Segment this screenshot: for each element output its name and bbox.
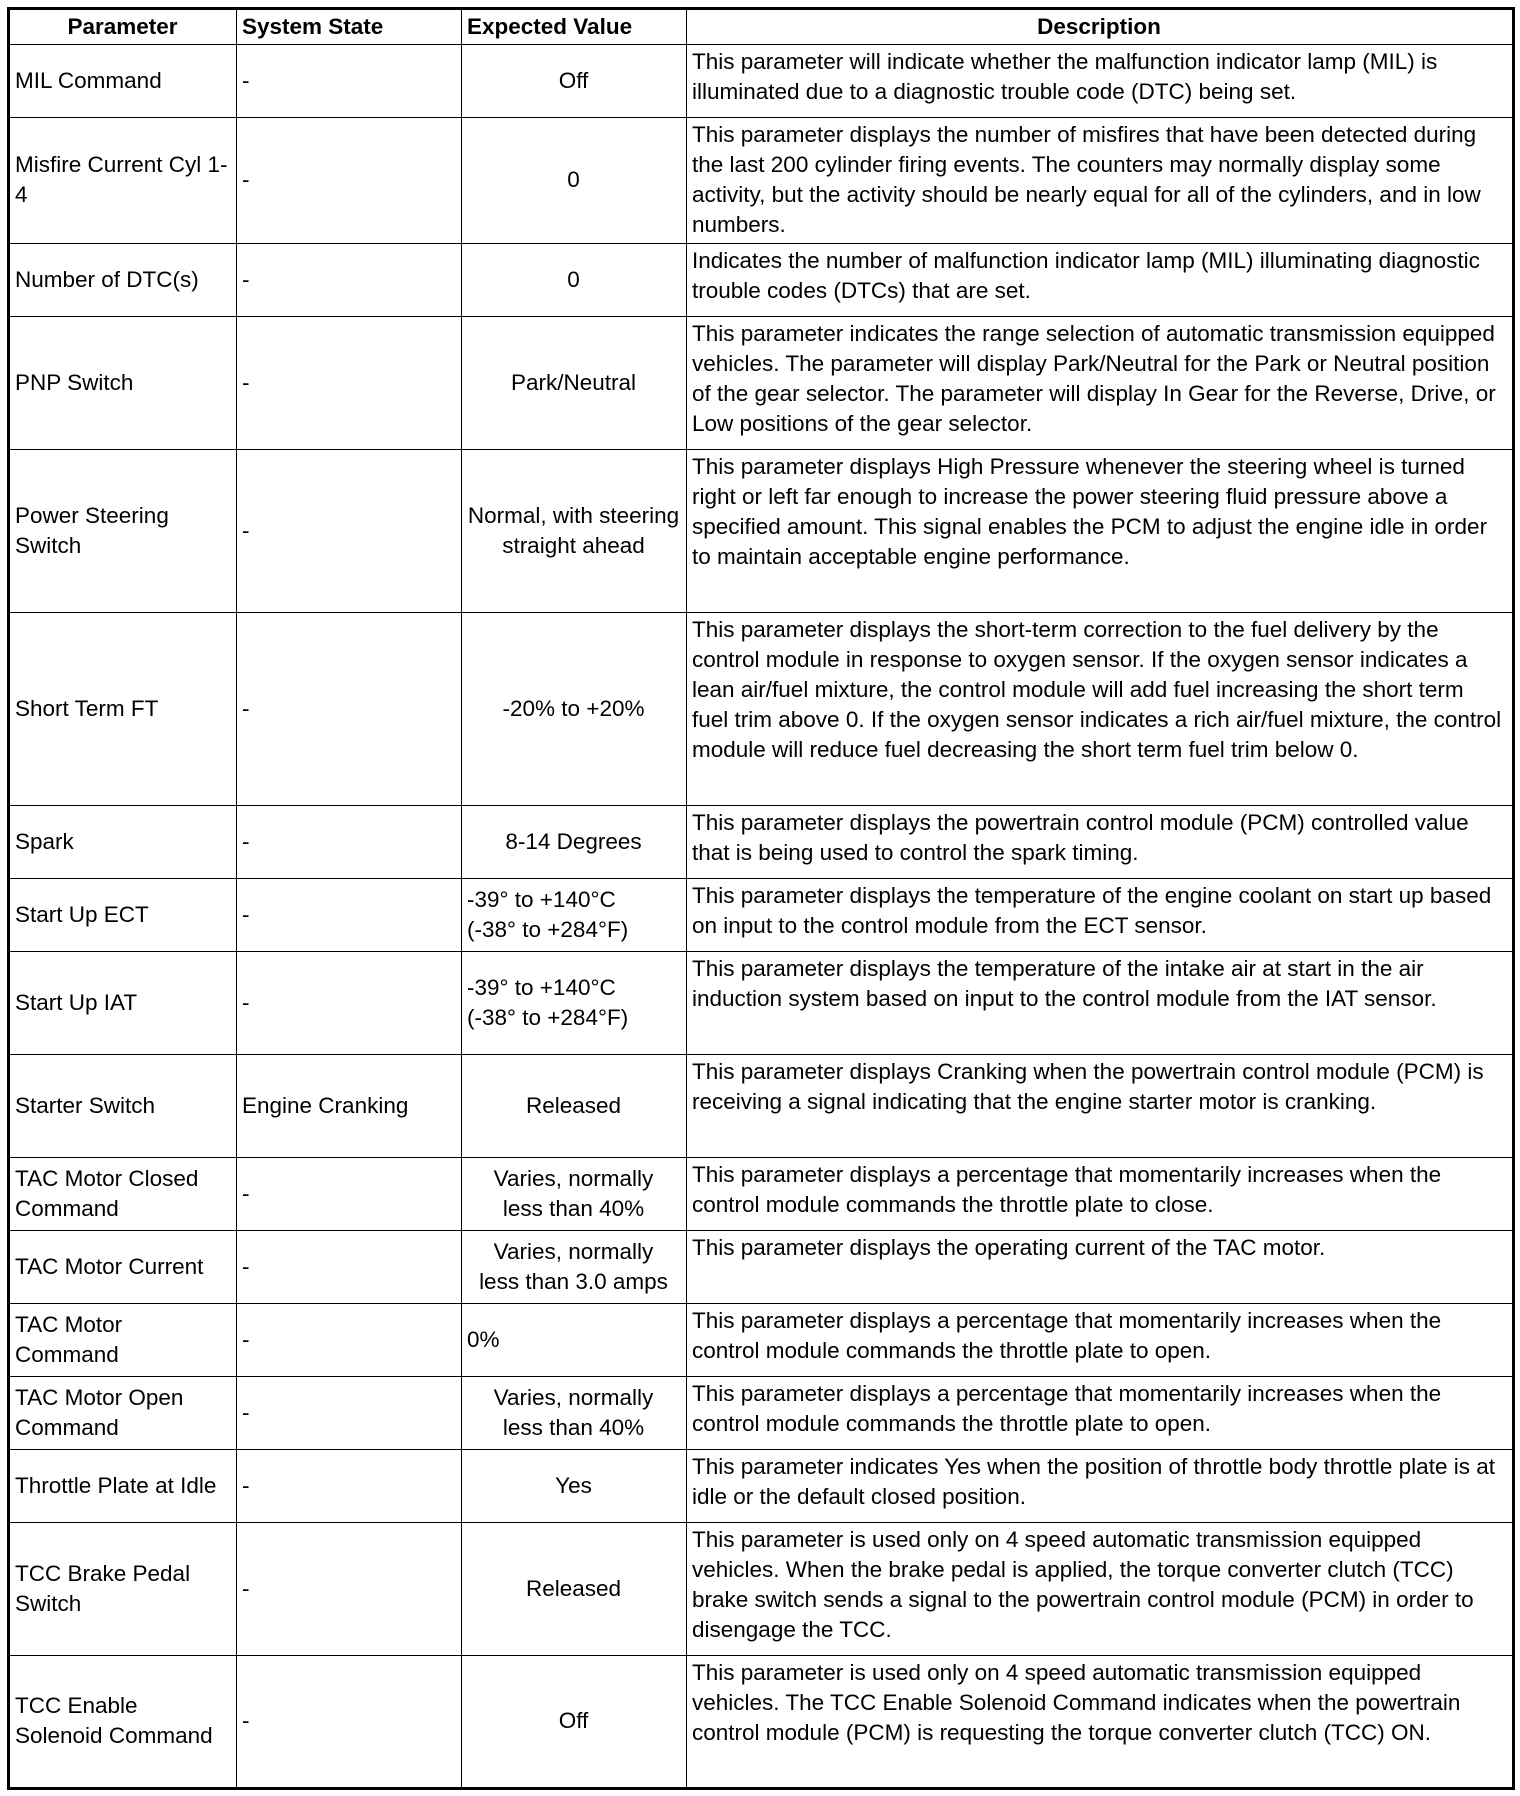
cell-parameter: Short Term FT [9,613,237,806]
cell-parameter: TAC Motor Command [9,1304,237,1377]
cell-description: This parameter is used only on 4 speed automatic transmission equipped vehicles. The TCC Enable Solenoid Command indicates when the powertrain control module (PCM) is requesting the torque converter clutch (TCC) ON. [687,1656,1514,1789]
table-row [9,1304,1514,1377]
table-row [9,317,1514,450]
cell-parameter: TAC Motor Closed Command [9,1158,237,1231]
cell-expected-value: 8-14 Degrees [462,806,687,879]
cell-description: This parameter indicates the range selection of automatic transmission equipped vehicles. The parameter will display Park/Neutral for the Park or Neutral position of the gear selector. The parameter will display In Gear for the Reverse, Drive, or Low positions of the gear selector. [687,317,1514,450]
cell-description: This parameter displays Cranking when the powertrain control module (PCM) is receiving a signal indicating that the engine starter motor is cranking. [687,1055,1514,1158]
cell-description: This parameter will indicate whether the malfunction indicator lamp (MIL) is illuminated due to a diagnostic trouble code (DTC) being set. [687,45,1514,118]
cell-expected-value [462,879,687,952]
expected-value-line: less than 40% [502,1414,645,1440]
cell-description: This parameter displays a percentage that momentarily increases when the control module commands the throttle plate to open. [687,1377,1514,1450]
table-row [9,613,1514,806]
cell-description: This parameter displays the temperature of the intake air at start in the air induction system based on input to the control module from the IAT sensor. [687,952,1514,1055]
cell-system-state: - [237,1158,462,1231]
parameter-table [7,7,1515,1790]
cell-parameter: Power Steering Switch [9,450,237,613]
cell-system-state: - [237,317,462,450]
cell-description: This parameter displays a percentage that momentarily increases when the control module commands the throttle plate to close. [687,1158,1514,1231]
table-row [9,450,1514,613]
table-row [9,1231,1514,1304]
expected-value-line: -39° to +140°C [467,974,616,1000]
cell-expected-value: Yes [462,1450,687,1523]
table-row [9,1523,1514,1656]
cell-system-state: - [237,118,462,244]
cell-description: Indicates the number of malfunction indicator lamp (MIL) illuminating diagnostic trouble codes (DTCs) that are set. [687,244,1514,317]
cell-parameter: Misfire Current Cyl 1-4 [9,118,237,244]
cell-description: This parameter displays the number of misfires that have been detected during the last 200 cylinder firing events. The counters may normally display some activity, but the activity should be nearly equal for all of the cylinders, and in low numbers. [687,118,1514,244]
cell-system-state: - [237,1523,462,1656]
expected-value-line: Varies, normally [493,1238,654,1264]
cell-system-state: - [237,450,462,613]
expected-value-line: Varies, normally [493,1165,654,1191]
cell-system-state: - [237,45,462,118]
cell-parameter: Start Up IAT [9,952,237,1055]
cell-description: This parameter displays the temperature of the engine coolant on start up based on input to the control module from the ECT sensor. [687,879,1514,952]
table-row [9,952,1514,1055]
cell-system-state: - [237,1450,462,1523]
cell-system-state: - [237,1304,462,1377]
cell-expected-value [462,952,687,1055]
table-row [9,879,1514,952]
cell-expected-value: Park/Neutral [462,317,687,450]
table-row [9,45,1514,118]
expected-value-line: -39° to +140°C [467,886,616,912]
cell-system-state: - [237,1231,462,1304]
cell-parameter: Starter Switch [9,1055,237,1158]
cell-expected-value: -20% to +20% [462,613,687,806]
table-row [9,118,1514,244]
cell-expected-value: Off [462,1656,687,1789]
table-row [9,1055,1514,1158]
expected-value-line: Varies, normally [493,1384,654,1410]
header-parameter: Parameter [9,9,237,45]
expected-value-line: (-38° to +284°F) [467,1004,629,1030]
expected-value-line: less than 40% [502,1195,645,1221]
cell-system-state: - [237,806,462,879]
table-row [9,1450,1514,1523]
cell-description: This parameter displays the short-term correction to the fuel delivery by the control module in response to oxygen sensor. If the oxygen sensor indicates a lean air/fuel mixture, the control module will add fuel increasing the short term fuel trim above 0. If the oxygen sensor indicates a rich air/fuel mixture, the control module will reduce fuel decreasing the short term fuel trim below 0. [687,613,1514,806]
cell-description: This parameter displays High Pressure whenever the steering wheel is turned right or left far enough to increase the power steering fluid pressure above a specified amount. This signal enables the PCM to adjust the engine idle in order to maintain acceptable engine performance. [687,450,1514,613]
cell-expected-value: Released [462,1523,687,1656]
cell-expected-value: Off [462,45,687,118]
table-row [9,244,1514,317]
header-expected-value: Expected Value [462,9,687,45]
cell-system-state: - [237,879,462,952]
expected-value-line: less than 3.0 amps [479,1268,668,1294]
cell-parameter: MIL Command [9,45,237,118]
cell-description: This parameter is used only on 4 speed automatic transmission equipped vehicles. When the brake pedal is applied, the torque converter clutch (TCC) brake switch sends a signal to the powertrain control module (PCM) in order to disengage the TCC. [687,1523,1514,1656]
cell-description: This parameter displays the powertrain control module (PCM) controlled value that is being used to control the spark timing. [687,806,1514,879]
cell-expected-value [462,1377,687,1450]
cell-system-state: Engine Cranking [237,1055,462,1158]
cell-parameter: PNP Switch [9,317,237,450]
cell-system-state: - [237,613,462,806]
cell-parameter: TCC Brake Pedal Switch [9,1523,237,1656]
cell-description: This parameter displays the operating current of the TAC motor. [687,1231,1514,1304]
cell-parameter: TAC Motor Current [9,1231,237,1304]
table-header-row [9,9,1514,45]
cell-expected-value [462,1158,687,1231]
cell-system-state: - [237,952,462,1055]
cell-parameter: Spark [9,806,237,879]
cell-parameter: TAC Motor Open Command [9,1377,237,1450]
cell-expected-value: 0 [462,244,687,317]
cell-system-state: - [237,244,462,317]
table-row [9,1158,1514,1231]
table-row [9,1377,1514,1450]
table-row [9,806,1514,879]
cell-expected-value: Normal, with steering straight ahead [462,450,687,613]
expected-value-line: (-38° to +284°F) [467,916,629,942]
header-description: Description [687,9,1514,45]
cell-parameter: Start Up ECT [9,879,237,952]
cell-expected-value: 0% [462,1304,687,1377]
cell-description: This parameter indicates Yes when the position of throttle body throttle plate is at idle or the default closed position. [687,1450,1514,1523]
cell-parameter: Throttle Plate at Idle [9,1450,237,1523]
cell-expected-value: 0 [462,118,687,244]
parameter-table-container [7,7,1515,1790]
cell-description: This parameter displays a percentage that momentarily increases when the control module commands the throttle plate to open. [687,1304,1514,1377]
cell-expected-value [462,1231,687,1304]
cell-system-state: - [237,1377,462,1450]
cell-expected-value: Released [462,1055,687,1158]
cell-parameter: Number of DTC(s) [9,244,237,317]
cell-parameter: TCC Enable Solenoid Command [9,1656,237,1789]
cell-system-state: - [237,1656,462,1789]
table-row [9,1656,1514,1789]
header-system-state: System State [237,9,462,45]
